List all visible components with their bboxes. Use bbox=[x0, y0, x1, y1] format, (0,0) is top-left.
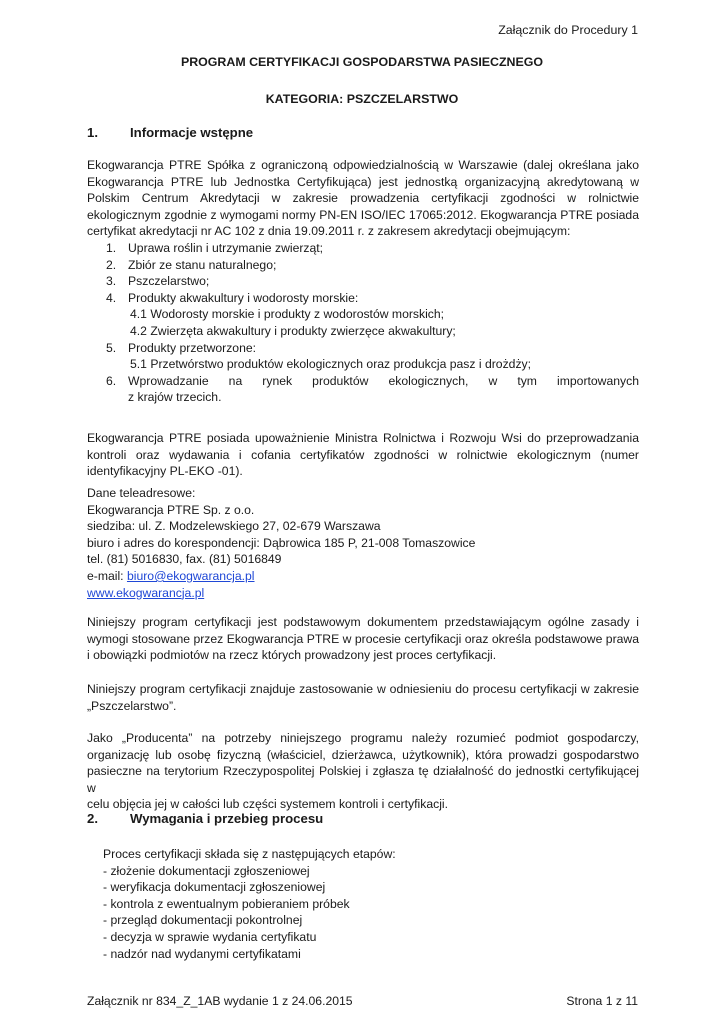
list-item: 3. Pszczelarstwo; bbox=[106, 274, 210, 289]
list-item: 6. Wprowadzanie na rynek produktów ekologicznych, w tym importowanych bbox=[106, 373, 639, 388]
program-paragraph bbox=[87, 614, 639, 664]
accreditation-scope-list bbox=[106, 240, 639, 406]
intro-line: Ekogwarancja PTRE Spółka z ograniczoną odpowiedzialnością w Warszawie (dalej określana jako bbox=[87, 158, 639, 172]
list-item: 1. Uprawa roślin i utrzymanie zwierząt; bbox=[106, 241, 324, 255]
list-subitem: 5.1 Przetwórstwo produktów ekologicznych oraz produkcja pasz i drożdży; bbox=[130, 357, 532, 372]
email-link[interactable]: biuro@ekogwarancja.pl bbox=[126, 568, 255, 583]
contact-company: Ekogwarancja PTRE Sp. z o.o. bbox=[87, 502, 255, 517]
producer-line: celu objęcia jej w całości lub części systemem kontroli i certyfikacji. bbox=[87, 797, 449, 812]
section-2-number: 2. bbox=[87, 811, 98, 826]
step-item: - przegląd dokumentacji pokontrolnej bbox=[103, 913, 303, 928]
step-item: - nadzór nad wydanymi certyfikatami bbox=[103, 946, 301, 961]
step-item: - decyzja w sprawie wydania certyfikatu bbox=[103, 929, 317, 944]
email-label: e-mail: bbox=[87, 568, 127, 583]
producer-paragraph bbox=[87, 730, 639, 813]
list-item: 2. Zbiór ze stanu naturalnego; bbox=[106, 257, 277, 272]
step-item: - weryfikacja dokumentacji zgłoszeniowej bbox=[103, 880, 326, 895]
contact-email-line bbox=[87, 568, 639, 585]
program-line: i obowiązki podmiotów na rzecz których prowadzony jest proces certyfikacji. bbox=[87, 648, 497, 663]
section-2-heading bbox=[87, 811, 323, 828]
section-1-title: Informacje wstępne bbox=[130, 125, 254, 140]
producer-line: Jako „Producenta” na potrzeby niniejszego programu należy rozumieć podmiot gospodarczy, bbox=[87, 731, 639, 745]
attachment-header: Załącznik do Procedury 1 bbox=[498, 23, 638, 37]
program-line: Niniejszy program certyfikacji jest podstawowym dokumentem przedstawiającym ogólne zasady i bbox=[87, 615, 639, 629]
steps-intro: Proces certyfikacji składa się z następujących etapów: bbox=[103, 847, 396, 861]
list-item-continuation: z krajów trzecich. bbox=[128, 390, 222, 405]
contact-block bbox=[87, 485, 639, 601]
authorization-paragraph bbox=[87, 430, 639, 480]
contact-seat: siedziba: ul. Z. Modzelewskiego 27, 02-679 Warszawa bbox=[87, 519, 381, 534]
intro-line: Polskim Centrum Akredytacji w zakresie prowadzenia certyfikacji zgodności w rolnictwie bbox=[87, 191, 639, 206]
document-category: KATEGORIA: PSZCZELARSTWO bbox=[265, 92, 459, 106]
authorization-line: Ekogwarancja PTRE posiada upoważnienie Ministra Rolnictwa i Rozwoju Wsi do przeprowadzania bbox=[87, 431, 639, 445]
intro-line: ekologicznym zgodnie z wymogami normy PN-EN ISO/IEC 17065:2012. Ekogwarancja PTRE posiada bbox=[87, 207, 639, 222]
section-1-number: 1. bbox=[87, 125, 98, 140]
contact-phone: tel. (81) 5016830, fax. (81) 5016849 bbox=[87, 552, 282, 567]
list-subitem: 4.2 Zwierzęta akwakultury i produkty zwierzęce akwakultury; bbox=[130, 323, 456, 338]
applies-line: Niniejszy program certyfikacji znajduje zastosowanie w odniesieniu do procesu certyfikacji w zakresie bbox=[87, 682, 639, 696]
section-2-title: Wymagania i przebieg procesu bbox=[130, 811, 324, 826]
step-item: - złożenie dokumentacji zgłoszeniowej bbox=[103, 863, 310, 878]
applies-line: „Pszczelarstwo”. bbox=[87, 698, 177, 713]
website-link[interactable]: www.ekogwarancja.pl bbox=[87, 585, 205, 600]
producer-line: pasieczne na terytorium Rzeczypospolitej Polskiej i zgłasza tę działalność do jednostki certyfikującej w bbox=[87, 764, 639, 795]
intro-paragraph bbox=[87, 157, 639, 240]
authorization-line: kontroli oraz wydawania i cofania certyfikatów zgodności w rolnictwie ekologicznym (numer bbox=[87, 447, 639, 462]
program-line: wymogi stosowane przez Ekogwarancja PTRE w procesie certyfikacji oraz określa podstawowe prawa bbox=[87, 631, 639, 646]
applies-paragraph bbox=[87, 681, 639, 714]
intro-line: Ekogwarancja PTRE lub Jednostka Certyfikująca) jest jednostką organizacyjną akredytowaną w bbox=[87, 174, 639, 189]
contact-correspondence: biuro i adres do korespondencji: Dąbrowica 185 P, 21-008 Tomaszowice bbox=[87, 535, 476, 550]
list-item: 4. Produkty akwakultury i wodorosty morskie: bbox=[106, 290, 359, 305]
contact-website-line bbox=[87, 585, 639, 602]
document-title: PROGRAM CERTYFIKACJI GOSPODARSTWA PASIECZNEGO bbox=[180, 55, 544, 69]
intro-line: certyfikat akredytacji nr AC 102 z dnia 19.09.2011 r. z zakresem akredytacji obejmującym: bbox=[87, 224, 571, 239]
step-item: - kontrola z ewentualnym pobieraniem próbek bbox=[103, 896, 350, 911]
footer-document-reference: Załącznik nr 834_Z_1AB wydanie 1 z 24.06.2015 bbox=[87, 994, 353, 1008]
list-item: 5. Produkty przetworzone: bbox=[106, 340, 257, 355]
authorization-line: identyfikacyjny PL-EKO -01). bbox=[87, 464, 243, 479]
list-subitem: 4.1 Wodorosty morskie i produkty z wodorostów morskich; bbox=[130, 307, 445, 322]
contact-heading: Dane teleadresowe: bbox=[87, 486, 196, 500]
footer-page-number: Strona 1 z 11 bbox=[566, 994, 638, 1008]
producer-line: organizację lub osobę fizyczną (właściciel, dzierżawca, użytkownik), która prowadzi gospodarstwo bbox=[87, 747, 639, 762]
section-1-heading bbox=[87, 125, 253, 142]
process-steps bbox=[103, 846, 639, 962]
